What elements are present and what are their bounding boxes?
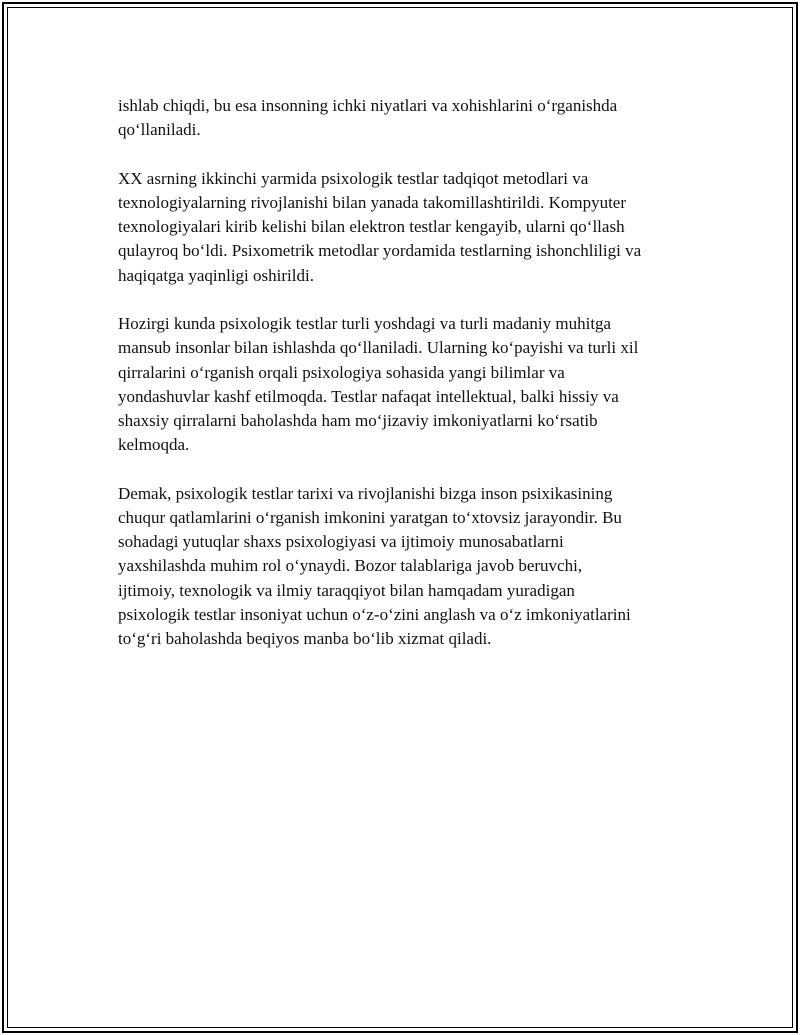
text-line: haqiqatga yaqinligi oshirildi. bbox=[118, 265, 314, 285]
text-line: ijtimoiy, texnologik va ilmiy taraqqiyot bilan hamqadam yuradigan bbox=[118, 580, 575, 600]
text-line: yaxshilashda muhim rol o‘ynaydi. Bozor talablariga javob beruvchi, bbox=[118, 556, 583, 576]
text-line: Hozirgi kunda psixologik testlar turli yoshdagi va turli madaniy muhitga bbox=[118, 314, 612, 334]
paragraph-4 bbox=[118, 482, 698, 651]
text-line: texnologiyalarning rivojlanishi bilan yanada takomillashtirildi. Kompyuter bbox=[118, 193, 627, 212]
paragraph-1 bbox=[118, 94, 698, 142]
text-line: Demak, psixologik testlar tarixi va rivojlanishi bizga inson psixikasining bbox=[118, 483, 613, 503]
text-line: qirralarini o‘rganish orqali psixologiya sohasida yangi bilimlar va bbox=[118, 362, 565, 382]
text-line: chuqur qatlamlarini o‘rganish imkonini yaratgan to‘xtovsiz jarayondir. Bu bbox=[118, 508, 622, 528]
paragraph-2 bbox=[118, 167, 698, 288]
text-line: yondashuvlar kashf etilmoqda. Testlar nafaqat intellektual, balki hissiy va bbox=[118, 386, 619, 406]
text-line: ishlab chiqdi, bu esa insonning ichki niyatlari va xohishlarini o‘rganishda bbox=[118, 96, 618, 115]
text-line: texnologiyalari kirib kelishi bilan elektron testlar kengayib, ularni qo‘llash bbox=[118, 217, 625, 237]
text-line: qulayroq bo‘ldi. Psixometrik metodlar yordamida testlarning ishonchliligi va bbox=[118, 241, 642, 261]
text-line: sohadagi yutuqlar shaxs psixologiyasi va ijtimoiy munosabatlarni bbox=[118, 532, 564, 552]
text-line: shaxsiy qirralarni baholashda ham mo‘jizaviy imkoniyatlarni ko‘rsatib bbox=[118, 411, 598, 431]
text-line: kelmoqda. bbox=[118, 435, 190, 455]
document-body bbox=[118, 94, 698, 676]
text-line: XX asrning ikkinchi yarmida psixologik testlar tadqiqot metodlari va bbox=[118, 168, 589, 188]
text-line: mansub insonlar bilan ishlashda qo‘llaniladi. Ularning ko‘payishi va turli xil bbox=[118, 338, 639, 358]
text-line: psixologik testlar insoniyat uchun o‘z-o‘zini anglash va o‘z imkoniyatlarini bbox=[118, 604, 631, 624]
paragraph-3 bbox=[118, 312, 698, 457]
text-line: to‘g‘ri baholashda beqiyos manba bo‘lib xizmat qiladi. bbox=[118, 629, 492, 649]
text-line: qo‘llaniladi. bbox=[118, 120, 201, 140]
